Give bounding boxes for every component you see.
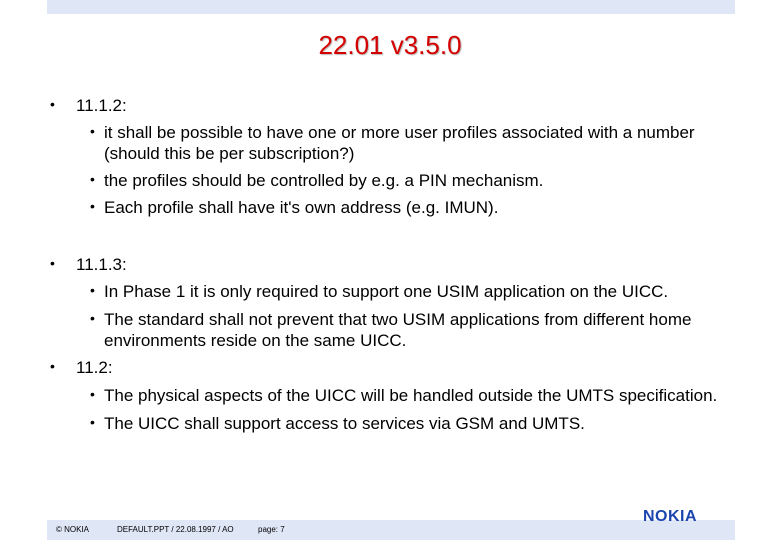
list-item-line1: The UICC shall support access to services via GSM and UMTS. <box>104 414 585 433</box>
bullet-glyph: • <box>90 386 95 402</box>
bullet-glyph: • <box>50 96 55 112</box>
section-heading: 11.1.3: <box>76 255 127 274</box>
bullet-glyph: • <box>90 282 95 298</box>
footer-copyright: © NOKIA <box>56 525 90 534</box>
bullet-glyph: • <box>50 255 55 271</box>
bullet-glyph: • <box>90 123 95 139</box>
list-item-line1: it shall be possible to have one or more user profiles associated with a number <box>104 123 695 142</box>
list-item-line2: (should this be per subscription?) <box>104 144 355 163</box>
section-heading: 11.2: <box>76 358 113 377</box>
bullet-glyph: • <box>90 310 95 326</box>
bullet-glyph: • <box>90 171 95 187</box>
top-decorative-band <box>47 0 735 14</box>
list-item-line1: The standard shall not prevent that two USIM applications from different home <box>104 310 692 329</box>
bullet-glyph: • <box>90 414 95 430</box>
bullet-glyph: • <box>90 198 95 214</box>
footer-file-info: DEFAULT.PPT / 22.08.1997 / AO <box>117 525 234 534</box>
list-item-line2: environments reside on the same UICC. <box>104 331 407 350</box>
nokia-logo: NOKIA <box>643 508 698 525</box>
bullet-glyph: • <box>50 358 55 374</box>
list-item-line1: The physical aspects of the UICC will be handled outside the UMTS specification. <box>104 386 718 405</box>
list-item-line1: Each profile shall have it's own address (e.g. IMUN). <box>104 198 499 217</box>
footer-page-number: page: 7 <box>258 525 285 534</box>
section-heading: 11.1.2: <box>76 96 127 115</box>
list-item-line1: In Phase 1 it is only required to support one USIM application on the UICC. <box>104 282 669 301</box>
list-item-line1: the profiles should be controlled by e.g. a PIN mechanism. <box>104 171 544 190</box>
slide-title: 22.01 v3.5.0 <box>318 30 462 60</box>
